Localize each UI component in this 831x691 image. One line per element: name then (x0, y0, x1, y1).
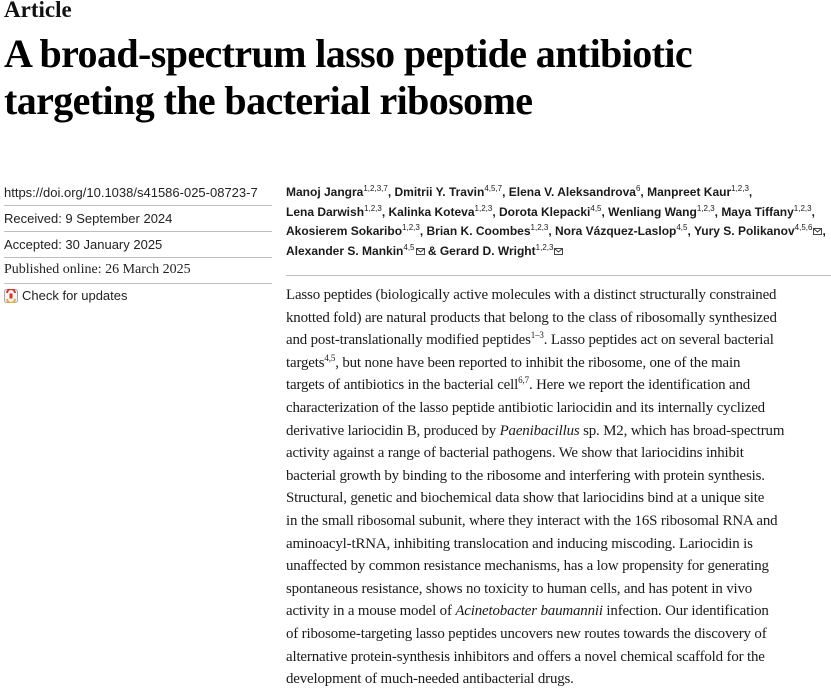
abstract-line: activity against a range of bacterial pathogens. We show that lariocidins inhibit (286, 445, 744, 462)
author-affiliation: 1,2,3 (474, 203, 493, 213)
author-separator: , (601, 204, 609, 219)
author-separator: , (387, 185, 395, 199)
abstract-text: sp. M2, which has broad-spectrum (579, 422, 785, 439)
author-name-text: Dorota Klepacki (499, 204, 591, 219)
abstract (286, 284, 831, 691)
mail-icon[interactable] (416, 242, 425, 249)
author-name-text: Gerard D. Wright (439, 243, 536, 258)
abstract-line (286, 374, 831, 397)
abstract-line: Structural, genetic and biochemical data show that lariocidins bind at a unique site (286, 490, 765, 507)
author-conjunction: & (427, 243, 440, 258)
author-name[interactable] (395, 185, 503, 199)
author-affiliation: 4,5 (590, 203, 602, 213)
published-date: Published online: 26 March 2025 (4, 262, 191, 277)
abstract-text: activity in a mouse model of (286, 603, 456, 620)
author-name-text: Alexander S. Mankin (286, 243, 404, 258)
accepted-date: Accepted: 30 January 2025 (4, 237, 163, 252)
abstract-line: alternative protein-synthesis inhibitors and offers a novel chemical scaffold for the (286, 648, 765, 665)
abstract-line (286, 420, 831, 443)
author-separator: , (502, 185, 509, 199)
doi-link[interactable]: https://doi.org/10.1038/s41586-025-08723-7 (4, 185, 258, 200)
meta-divider (4, 231, 272, 232)
abstract-text: , but none have been reported to inhibit the ribosome, one of the main (335, 354, 741, 371)
meta-divider (4, 205, 272, 206)
check-updates-icon (4, 289, 18, 303)
author-separator: , (381, 204, 389, 219)
abstract-line: in the small ribosomal subunit, where they interact with the 16S ribosomal RNA and (286, 512, 778, 529)
meta-divider (4, 283, 272, 284)
author-name-text: Elena V. Aleksandrova (508, 185, 636, 199)
author-separator: , (640, 185, 648, 199)
abstract-line: spontaneous resistance, shows no toxicity to human cells, and has potent in vivo (286, 580, 753, 597)
author-affiliation: 1,2,3 (793, 203, 812, 213)
article-type-label: Article (4, 0, 72, 22)
abstract-line: Lasso peptides (biologically active molecules with a distinct structurally constrained (286, 287, 777, 303)
abstract-text: . Lasso peptides act on several bacterial (543, 332, 774, 349)
author-name[interactable] (509, 185, 641, 199)
author-name[interactable] (608, 205, 714, 219)
author-affiliation: 1,2,3 (696, 203, 715, 213)
author-separator: , (492, 204, 500, 219)
abstract-line: development of much-needed antibacterial drugs. (286, 671, 574, 688)
citation-ref[interactable]: 1–3 (530, 330, 544, 341)
author-affiliation: 1,2,3 (731, 184, 749, 193)
author-name[interactable] (286, 244, 425, 258)
author-affiliation: 4,5 (403, 242, 415, 252)
author-name[interactable] (721, 205, 811, 219)
author-name-text: Dmitrii Y. Travin (394, 185, 485, 199)
author-affiliation: 1,2,3 (402, 223, 420, 232)
abstract-line: knotted fold) are natural products that belong to the class of ribosomally synthesized (286, 309, 777, 326)
citation-ref[interactable]: 4,5 (324, 352, 336, 363)
author-name[interactable] (286, 205, 382, 219)
author-affiliation: 1,2,3,7 (363, 184, 388, 193)
abstract-line (286, 352, 831, 375)
citation-ref[interactable]: 6,7 (518, 375, 529, 386)
meta-divider (4, 257, 272, 258)
author-name[interactable] (286, 185, 388, 199)
received-date: Received: 9 September 2024 (4, 211, 173, 226)
abstract-text: targets of antibiotics in the bacterial cell (286, 377, 519, 394)
author-name-text: Kalinka Koteva (388, 204, 475, 219)
author-name[interactable] (693, 223, 826, 238)
author-name[interactable] (427, 224, 549, 238)
abstract-text: infection. Our identification (602, 603, 769, 620)
abstract-text: . Here we report the identification and (528, 377, 751, 394)
species-name: Paenibacillus (499, 422, 580, 439)
author-separator: , (811, 204, 815, 219)
article-title (4, 30, 829, 124)
author-separator: , (419, 224, 427, 238)
authors-divider (286, 275, 831, 276)
abstract-line (286, 600, 831, 623)
author-affiliation: 4,5,6 (794, 223, 813, 232)
author-name[interactable] (286, 224, 420, 238)
check-updates-label: Check for updates (22, 288, 128, 303)
abstract-line: bacterial growth by binding to the ribosome and interfering with protein synthesis. (286, 467, 765, 484)
species-name: Acinetobacter baumannii (455, 603, 603, 620)
abstract-text: derivative lariocidin B, produced by (286, 422, 500, 439)
mail-icon[interactable] (554, 242, 563, 249)
author-separator: , (748, 185, 753, 199)
author-affiliation: 4,5 (676, 223, 688, 232)
author-affiliation: 6 (635, 184, 641, 193)
author-name-text: Akosierem Sokaribo (286, 224, 403, 238)
abstract-line: of ribosome-targeting lasso peptides uncovers new routes towards the discovery of (286, 625, 767, 642)
author-name-text: Maya Tiffany (721, 204, 794, 219)
author-separator: , (822, 224, 826, 238)
author-separator: , (714, 204, 722, 219)
author-affiliation: 1,2,3 (535, 242, 554, 252)
author-name-text: Lena Darwish (286, 204, 365, 219)
author-affiliation: 4,5,7 (484, 184, 503, 193)
author-affiliation: 1,2,3 (364, 203, 382, 213)
author-separator: , (687, 224, 694, 238)
abstract-line: aminoacyl-tRNA, inhibiting translocation and inducing miscoding. Lariocidin is (286, 535, 753, 552)
author-name-text: Brian K. Coombes (426, 224, 531, 238)
author-name[interactable] (647, 185, 749, 199)
article-title-line-2: targeting the bacterial ribosome (4, 78, 533, 123)
abstract-line (286, 329, 831, 352)
author-affiliation: 1,2,3 (530, 223, 549, 232)
author-name-text: Yury S. Polikanov (693, 224, 795, 238)
author-name[interactable] (499, 205, 601, 219)
check-for-updates-button[interactable] (4, 288, 274, 303)
author-name[interactable] (428, 244, 564, 258)
abstract-line: unaffected by common resistance mechanisms, has a low propensity for generating (286, 558, 769, 575)
author-name[interactable] (389, 205, 493, 219)
author-name-text: Wenliang Wang (608, 204, 697, 219)
author-name-text: Nora Vázquez-Laslop (555, 224, 677, 238)
author-list (286, 183, 831, 261)
author-name[interactable] (555, 224, 687, 238)
author-name-text: Manpreet Kaur (647, 185, 732, 199)
author-separator: , (548, 224, 555, 238)
abstract-text: targets (286, 354, 325, 371)
abstract-line: characterization of the lasso peptide antibiotic lariocidin and its internally cyclized (286, 399, 765, 416)
author-name-text: Manoj Jangra (286, 185, 364, 199)
article-title-line-1: A broad-spectrum lasso peptide antibiotic (4, 31, 693, 76)
abstract-text: and post-translationally modified peptides (286, 332, 531, 349)
